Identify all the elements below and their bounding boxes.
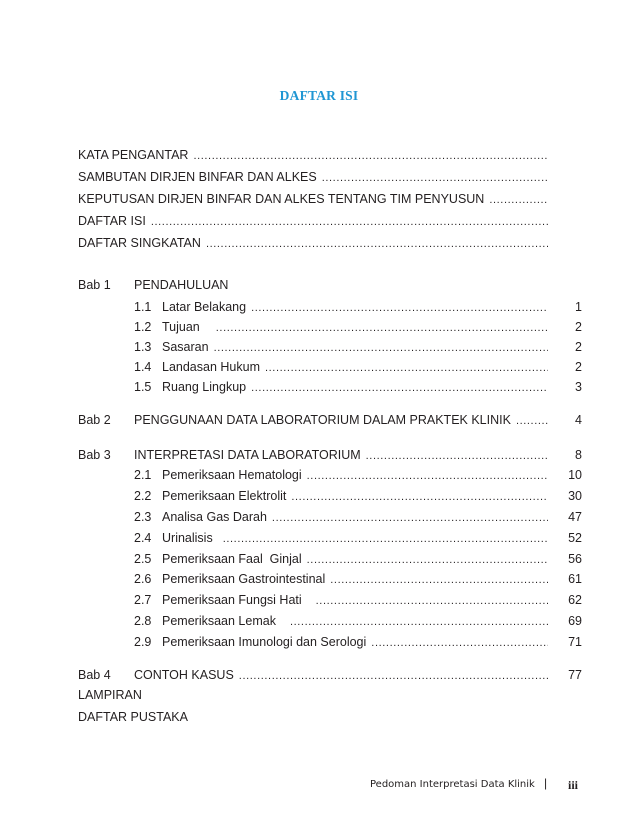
page-title: DAFTAR ISI <box>279 88 359 103</box>
chapter-title-row <box>134 445 548 465</box>
chapter-number: Bab 4 <box>78 668 111 682</box>
section-number: 1.2 <box>134 320 152 334</box>
dot-leader <box>239 666 548 686</box>
dot-leader <box>216 318 548 338</box>
section-number: 2.9 <box>134 635 152 649</box>
toc-entry-keputusan <box>78 189 548 209</box>
toc-section-1-2 <box>134 317 548 337</box>
section-label: Tujuan <box>162 320 200 334</box>
chapter-title: INTERPRETASI DATA LABORATORIUM <box>134 448 361 462</box>
section-label: Pemeriksaan Lemak <box>162 614 276 628</box>
toc-entry-label: LAMPIRAN <box>78 688 142 702</box>
section-number: 1.1 <box>134 300 152 314</box>
section-number: 1.5 <box>134 380 152 394</box>
toc-section-1-3 <box>134 337 548 357</box>
dot-leader <box>489 190 548 210</box>
section-label: Sasaran <box>162 340 209 354</box>
toc-section-2-2 <box>134 486 548 506</box>
toc-section-2-6 <box>134 569 548 589</box>
toc-section-2-3 <box>134 507 548 527</box>
section-number: 1.4 <box>134 360 152 374</box>
section-label: Urinalisis <box>162 531 213 545</box>
section-label: Pemeriksaan Hematologi <box>162 468 302 482</box>
chapter-title: PENDAHULUAN <box>134 278 229 292</box>
toc-section-1-5 <box>134 377 548 397</box>
chapter-number: Bab 3 <box>78 448 111 462</box>
dot-leader <box>272 508 548 528</box>
chapter-title: PENGGUNAAN DATA LABORATORIUM DALAM PRAKTEK KLINIK <box>134 413 511 427</box>
toc-entry-daftar-singkatan <box>78 233 548 253</box>
toc-section-2-9 <box>134 632 548 652</box>
page-number: 56 <box>568 552 582 566</box>
section-label: Latar Belakang <box>162 300 247 314</box>
section-number: 1.3 <box>134 340 152 354</box>
dot-leader <box>223 529 548 549</box>
toc-section-2-4 <box>134 528 548 548</box>
page-number: 2 <box>575 360 582 374</box>
toc-entry-daftar-isi <box>78 211 548 231</box>
page-number: 3 <box>575 380 582 394</box>
footer-separator: | <box>544 776 548 790</box>
footer-page-number: iii <box>568 778 579 792</box>
toc-entry-label: KATA PENGANTAR <box>78 148 189 162</box>
section-number: 2.7 <box>134 593 152 607</box>
section-label: Pemeriksaan Fungsi Hati <box>162 593 302 607</box>
section-number: 2.3 <box>134 510 152 524</box>
footer-book-title: Pedoman Interpretasi Data Klinik <box>370 779 535 790</box>
section-label: Pemeriksaan Imunologi dan Serologi <box>162 635 367 649</box>
toc-section-2-7 <box>134 590 548 610</box>
page-number: 2 <box>575 320 582 334</box>
page-number: 47 <box>568 510 582 524</box>
section-label: Landasan Hukum <box>162 360 260 374</box>
toc-entry-daftar-pustaka <box>78 707 188 727</box>
page-number: 52 <box>568 531 582 545</box>
page-number: 10 <box>568 468 582 482</box>
dot-leader <box>206 234 548 254</box>
page-number: 30 <box>568 489 582 503</box>
section-number: 2.2 <box>134 489 152 503</box>
dot-leader <box>307 550 548 570</box>
page-number: 61 <box>568 572 582 586</box>
page-number: 69 <box>568 614 582 628</box>
dot-leader <box>330 570 548 590</box>
toc-section-1-4 <box>134 357 548 377</box>
toc-entry-kata-pengantar <box>78 145 548 165</box>
section-number: 2.8 <box>134 614 152 628</box>
dot-leader <box>316 591 548 611</box>
section-label: Pemeriksaan Elektrolit <box>162 489 287 503</box>
page-number: 8 <box>575 448 582 462</box>
dot-leader <box>322 168 548 188</box>
dot-leader <box>307 466 548 486</box>
dot-leader <box>251 298 548 318</box>
page-number: 4 <box>575 413 582 427</box>
toc-entry-sambutan <box>78 167 548 187</box>
toc-section-1-1 <box>134 297 548 317</box>
chapter-title-row <box>134 665 548 685</box>
section-label: Ruang Lingkup <box>162 380 247 394</box>
dot-leader <box>151 212 548 232</box>
section-label: Pemeriksaan Gastrointestinal <box>162 572 326 586</box>
chapter-title-row <box>134 275 548 295</box>
toc-entry-lampiran <box>78 685 142 705</box>
page-number: 1 <box>575 300 582 314</box>
section-number: 2.1 <box>134 468 152 482</box>
dot-leader <box>193 146 548 166</box>
toc-section-2-8 <box>134 611 548 631</box>
chapter-number: Bab 1 <box>78 278 111 292</box>
chapter-number: Bab 2 <box>78 413 111 427</box>
dot-leader <box>214 338 548 358</box>
section-number: 2.5 <box>134 552 152 566</box>
dot-leader <box>371 633 548 653</box>
toc-entry-label: SAMBUTAN DIRJEN BINFAR DAN ALKES <box>78 170 317 184</box>
dot-leader <box>290 612 548 632</box>
section-label: Pemeriksaan Faal Ginjal <box>162 552 302 566</box>
page-number: 77 <box>568 668 582 682</box>
section-number: 2.6 <box>134 572 152 586</box>
dot-leader <box>265 358 548 378</box>
page-number: 2 <box>575 340 582 354</box>
page-number: 62 <box>568 593 582 607</box>
page-number: 71 <box>568 635 582 649</box>
toc-entry-label: KEPUTUSAN DIRJEN BINFAR DAN ALKES TENTANG TIM PENYUSUN <box>78 192 485 206</box>
toc-entry-label: DAFTAR SINGKATAN <box>78 236 201 250</box>
toc-entry-label: DAFTAR ISI <box>78 214 146 228</box>
dot-leader <box>291 487 548 507</box>
chapter-title-row <box>134 410 548 430</box>
toc-section-2-5 <box>134 549 548 569</box>
dot-leader <box>251 378 548 398</box>
chapter-title: CONTOH KASUS <box>134 668 234 682</box>
section-label: Analisa Gas Darah <box>162 510 267 524</box>
section-number: 2.4 <box>134 531 152 545</box>
dot-leader <box>366 446 548 466</box>
toc-section-2-1 <box>134 465 548 485</box>
toc-entry-label: DAFTAR PUSTAKA <box>78 710 188 724</box>
